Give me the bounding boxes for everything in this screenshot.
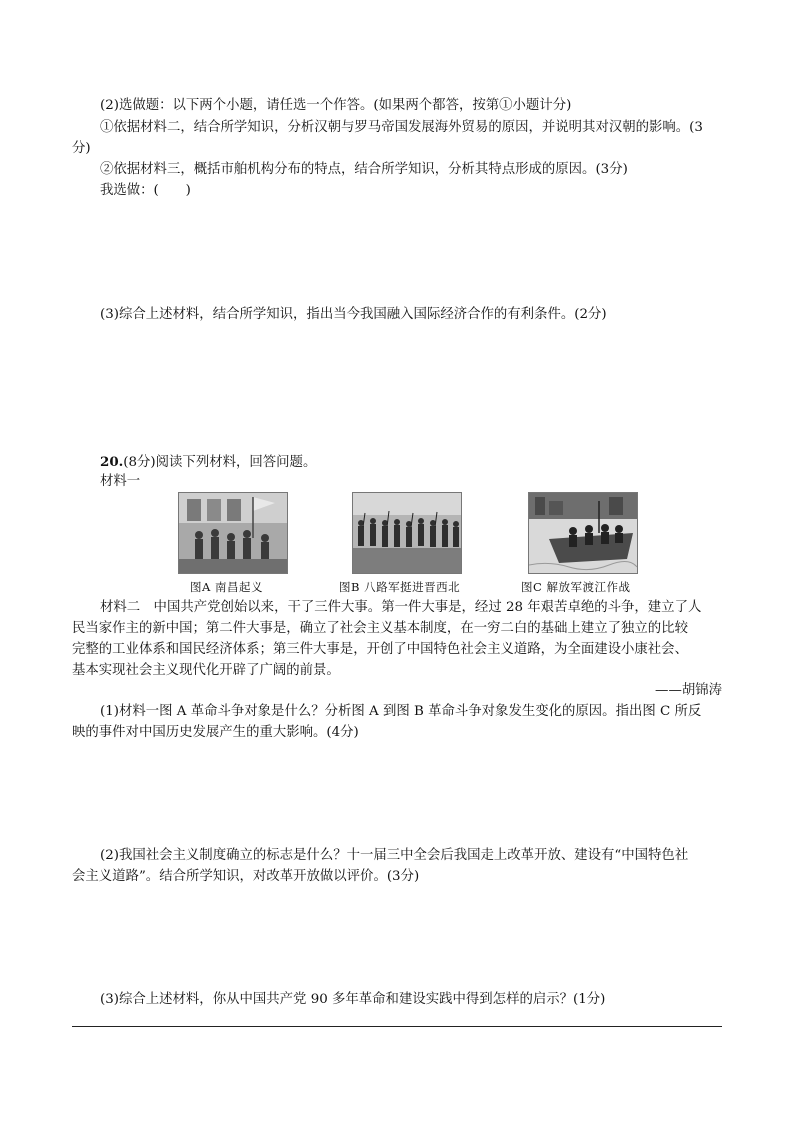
figure-c-illustration: [529, 493, 637, 573]
q2-option1-line1: ①依据材料二，结合所学知识，分析汉朝与罗马帝国发展海外贸易的原因，并说明其对汉朝的影响。(3: [100, 120, 703, 135]
material2-line3: 完整的工业体系和国民经济体系；第三件大事是，开创了中国特色社会主义道路，为全面建设小康社会、: [72, 642, 688, 657]
q20-1-line2: 映的事件对中国历史发展产生的重大影响。(4分): [72, 725, 359, 740]
q2-intro: (2)选做题：以下两个小题，请任选一个作答。(如果两个都答，按第①小题计分): [100, 98, 572, 113]
q2-option2: ②依据材料三，概括市舶机构分布的特点，结合所学知识，分析其特点形成的原因。(3分): [100, 162, 628, 177]
q2-option1-line2: 分): [72, 141, 91, 156]
bottom-divider: [72, 1026, 722, 1027]
figure-b-illustration: [353, 493, 461, 573]
figure-b-photo: [352, 492, 462, 574]
material2-line1: 材料二 中国共产党创始以来，干了三件大事。第一件大事是，经过 28 年艰苦卓绝的斗争，建立了人: [100, 600, 702, 615]
q20-2-line2: 会主义道路”。结合所学知识，对改革开放做以评价。(3分): [72, 869, 420, 884]
q3-top: (3)综合上述材料，结合所学知识，指出当今我国融入国际经济合作的有利条件。(2分): [100, 307, 607, 322]
material1-label: 材料一: [100, 474, 141, 489]
figure-b-caption: 图B 八路军挺进晋西北: [339, 580, 461, 594]
figure-a-illustration: [179, 493, 287, 573]
q20-2-line1: (2)我国社会主义制度确立的标志是什么？十一届三中全会后我国走上改革开放、建设有“中国特色社: [100, 848, 689, 863]
figure-c-photo: [528, 492, 638, 574]
material2-source: ——胡锦涛: [655, 683, 722, 698]
figure-c-caption: 图C 解放军渡江作战: [521, 580, 631, 594]
q20-3: (3)综合上述材料，你从中国共产党 90 多年革命和建设实践中得到怎样的启示？(1分): [100, 992, 606, 1007]
q20-number: 20.: [100, 454, 124, 470]
q20-header-text: (8分)阅读下列材料，回答问题。: [123, 455, 317, 470]
q20-header: [100, 452, 316, 473]
q2-choice: 我选做：( ): [100, 183, 191, 198]
figure-a-caption: 图A 南昌起义: [190, 580, 263, 594]
material2-line4: 基本实现社会主义现代化开辟了广阔的前景。: [72, 663, 340, 678]
q20-1-line1: (1)材料一图 A 革命斗争对象是什么？分析图 A 到图 B 革命斗争对象发生变化的原因。指出图 C 所反: [100, 704, 702, 719]
material2-line2: 民当家作主的新中国；第二件大事是，确立了社会主义基本制度，在一穷二白的基础上建立了独立的比较: [72, 621, 688, 636]
figure-a-photo: [178, 492, 288, 574]
